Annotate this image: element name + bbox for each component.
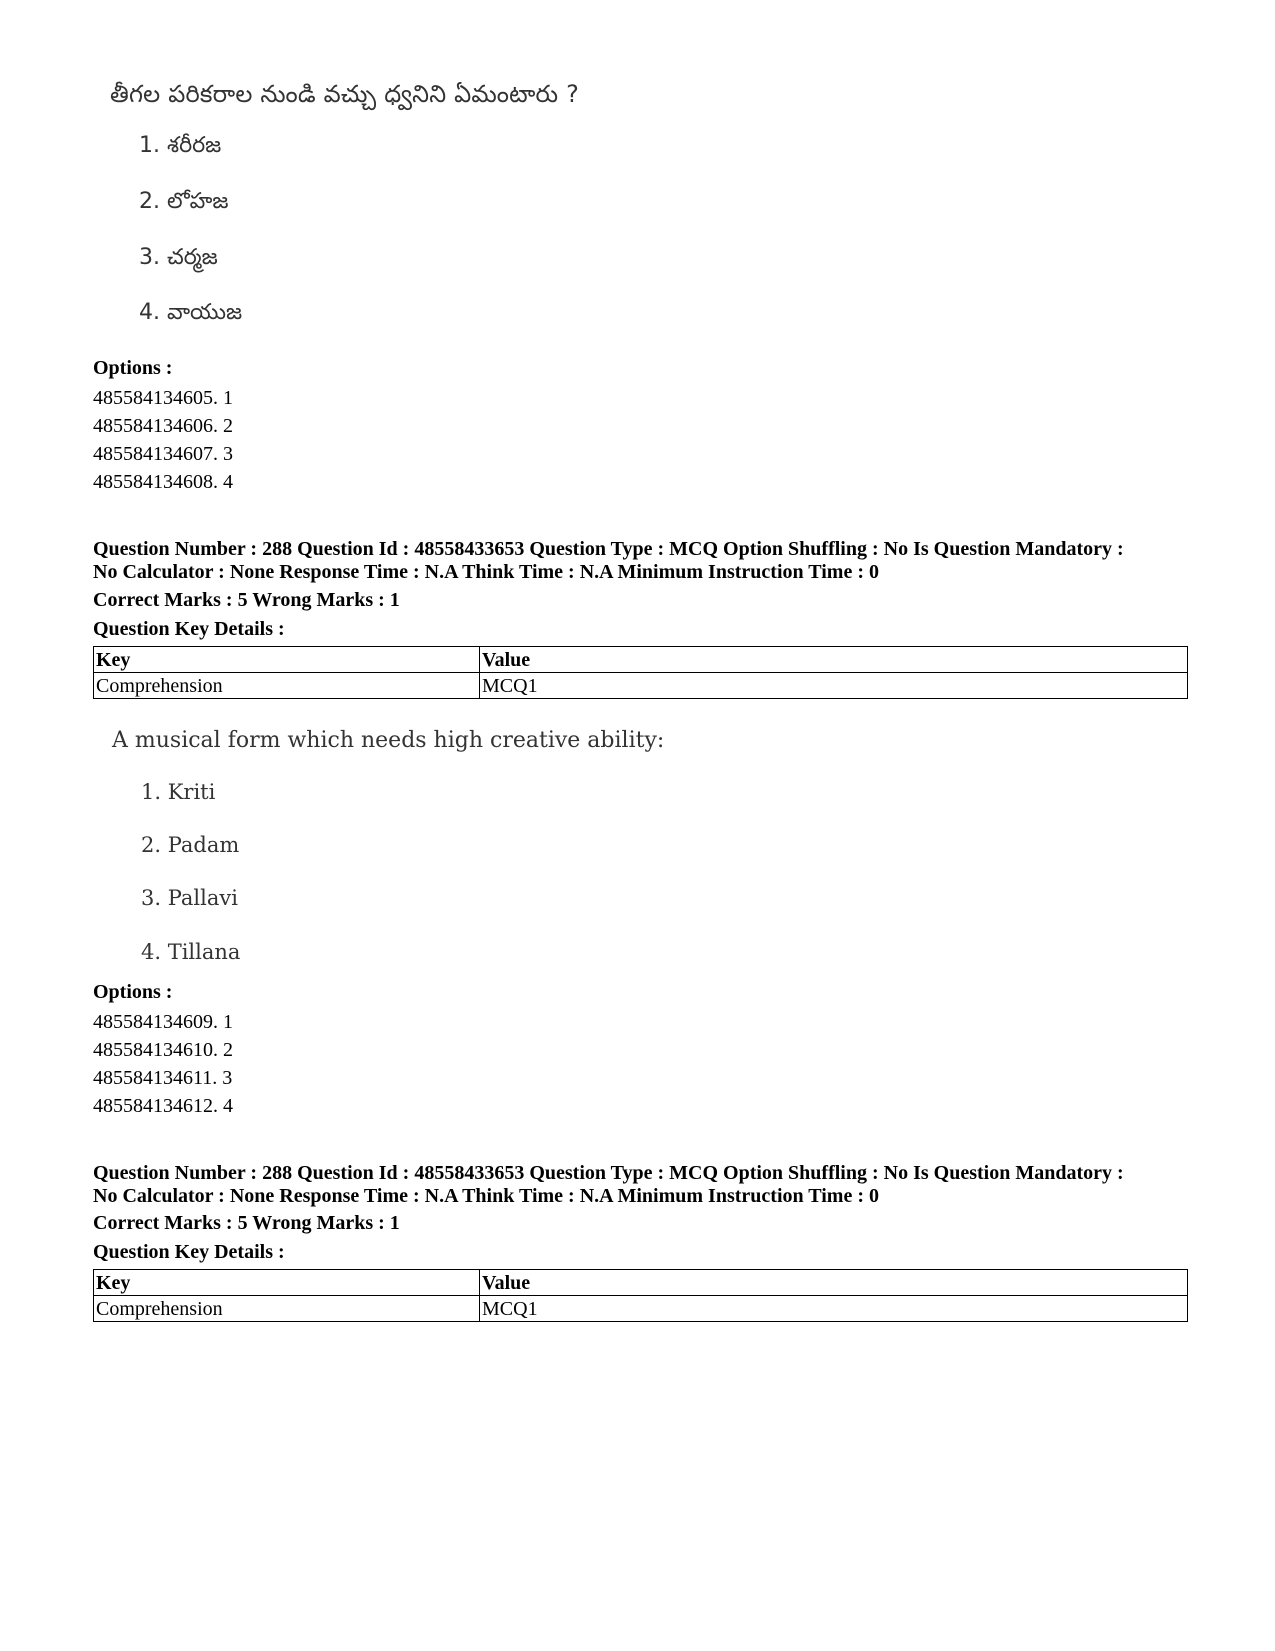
table-header-key: Key [94, 1270, 480, 1296]
marks-line: Correct Marks : 5 Wrong Marks : 1 [93, 589, 400, 611]
option-item: 485584134612. 4 [93, 1095, 233, 1117]
key-details-table [93, 1269, 1188, 1322]
option-item: 485584134605. 1 [93, 387, 233, 409]
options-label: Options : [93, 981, 173, 1003]
option-item: 485584134607. 3 [93, 443, 233, 465]
table-cell-value: MCQ1 [480, 673, 1188, 699]
question-meta: Question Number : 288 Question Id : 48558433653 Question Type : MCQ Option Shuffling : No Is Question Mandatory : No Calculator : None Response Time : N.A Think Time : N.A Minimum Instruction Time : 0 [93, 1162, 1124, 1207]
options-label: Options : [93, 357, 173, 379]
key-details-label: Question Key Details : [93, 1241, 285, 1263]
table-cell-key: Comprehension [94, 673, 480, 699]
option-item: 485584134606. 2 [93, 415, 233, 437]
table-row [94, 673, 1188, 699]
choice-item: 3. Pallavi [141, 886, 238, 910]
option-item: 485584134608. 4 [93, 471, 233, 493]
option-item: 485584134611. 3 [93, 1067, 233, 1089]
options-list [93, 384, 233, 496]
table-header-row [94, 1270, 1188, 1296]
option-item: 485584134609. 1 [93, 1011, 233, 1033]
question-stem: A musical form which needs high creative ability: [112, 728, 665, 753]
question-image-telugu [110, 80, 579, 114]
choice-item: 2. లోహజ [139, 189, 229, 214]
choice-item: 2. Padam [141, 833, 240, 857]
key-details-label: Question Key Details : [93, 618, 285, 640]
option-item: 485584134610. 2 [93, 1039, 233, 1061]
options-list [93, 1008, 233, 1120]
key-details-table [93, 646, 1188, 699]
table-cell-value: MCQ1 [480, 1296, 1188, 1322]
question-meta: Question Number : 288 Question Id : 48558433653 Question Type : MCQ Option Shuffling : No Is Question Mandatory : No Calculator : None Response Time : N.A Think Time : N.A Minimum Instruction Time : 0 [93, 538, 1124, 583]
table-header-value: Value [480, 647, 1188, 673]
table-header-row [94, 647, 1188, 673]
table-header-key: Key [94, 647, 480, 673]
marks-line: Correct Marks : 5 Wrong Marks : 1 [93, 1212, 400, 1234]
choice-item: 4. Tillana [141, 940, 241, 964]
choice-item: 1. Kriti [141, 780, 216, 804]
choice-item: 1. శరీరజ [139, 133, 222, 158]
table-header-value: Value [480, 1270, 1188, 1296]
question-stem: తీగల పరికరాల నుండి వచ్చు ధ్వనిని ఏమంటారు ? [110, 80, 580, 108]
choice-item: 4. వాయుజ [139, 300, 243, 325]
table-row [94, 1296, 1188, 1322]
choice-item: 3. చర్మజ [139, 245, 218, 270]
table-cell-key: Comprehension [94, 1296, 480, 1322]
